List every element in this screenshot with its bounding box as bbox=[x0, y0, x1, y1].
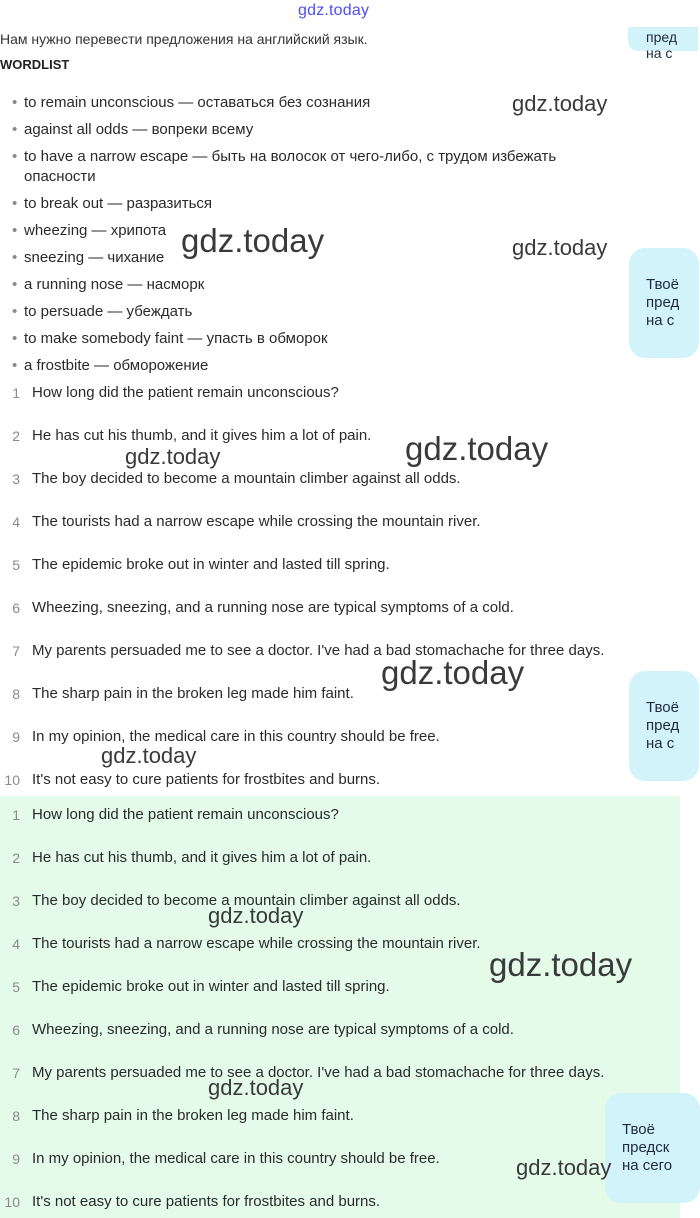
promo-card[interactable]: Твоё пред на с bbox=[629, 671, 699, 781]
watermark: gdz.today bbox=[381, 654, 525, 691]
site-logo[interactable]: gdz.today bbox=[298, 2, 370, 19]
promo-card[interactable]: Твоё пред на с bbox=[629, 248, 699, 358]
watermark: gdz.today bbox=[512, 235, 608, 260]
task-instruction: Нам нужно перевести предложения на английский язык. bbox=[0, 31, 368, 47]
promo-card-top[interactable]: пред на с bbox=[628, 27, 698, 51]
watermark: gdz.today bbox=[125, 444, 221, 469]
bullet-icon: • bbox=[12, 222, 18, 239]
bullet-icon: • bbox=[12, 303, 18, 320]
bullet-icon: • bbox=[12, 121, 18, 138]
watermark: gdz.today bbox=[405, 430, 549, 467]
bullet-icon: • bbox=[12, 148, 18, 165]
watermark: gdz.today bbox=[208, 1075, 304, 1100]
watermark: gdz.today bbox=[489, 946, 633, 983]
bullet-icon: • bbox=[12, 330, 18, 347]
wordlist-heading: WORDLIST bbox=[0, 57, 70, 72]
watermark: gdz.today bbox=[208, 903, 304, 928]
bullet-icon: • bbox=[12, 195, 18, 212]
watermark: gdz.today bbox=[101, 743, 197, 768]
bullet-icon: • bbox=[12, 94, 18, 111]
watermark: gdz.today bbox=[181, 222, 325, 259]
bullet-icon: • bbox=[12, 249, 18, 266]
watermark: gdz.today bbox=[516, 1155, 612, 1180]
bullet-icon: • bbox=[12, 357, 18, 374]
bullet-icon: • bbox=[12, 276, 18, 293]
promo-card[interactable]: Твоё предск на сего bbox=[605, 1093, 700, 1203]
watermark: gdz.today bbox=[512, 91, 608, 116]
